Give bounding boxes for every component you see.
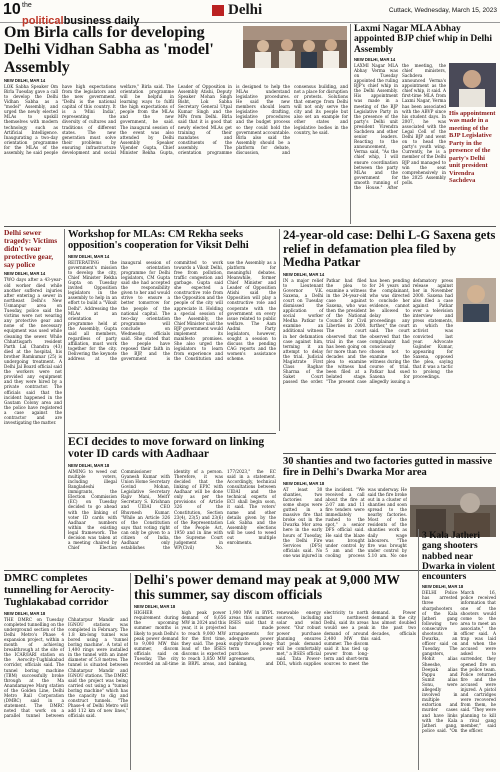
laxmi-pullquote: His appointment was made in a meeting of the BJP Legislative Party in the presence of the party's Delhi unit president Virendra Sachdeva <box>449 109 496 185</box>
lg-headline: 24-year-old case: Delhi L-G Saxena gets relief in defamation plea filed by Medha Patkar <box>283 229 496 269</box>
laxmi-story <box>354 24 496 224</box>
sewer-body: TWO days after a 43-year-old worker died while another suffered injuries after entering a sewer in northeast Delhi's New Usmanpur area on Tuesday, police said the victims were not wearing any protective gear and none of the necessary equipment was used while cleaning the sewer. While Chhattisgarh resident Parth Lal Chandra (43) died at the hospital, his brother Ramkumar (25) is undergoing treatment. A Delhi Jal Board official said the workers were not provided any equipment and they were hired by a private contractor. The officials said that the incident happened in the Gautam Colony area and the police have registered a case against the contractor and are investigating the matter. <box>4 277 62 426</box>
laxmi-body: LAXMI Nagar MLA Abhay Verma was on Tuesday appointed the ruling BJP's chief whip in the Delhi Assembly. His appointment was made in a meeting of the BJP Legislative Party in the presence of the party's Delhi unit president Virendra Sachdeva and other senior leaders. Reacting to the announcement, Verma said, "As the chief whip, I will ensure coordination between the party MLAs and the government for smooth running of the House." After the meeting, the chief ministers, Sachdeva announced Verma's appointment as the chief whip, it said. A first-time MLA from Laxmi Nagar, Verma has been associated with the ABVP since his student days. In 2007, he was associated with the Legal Cell of the Delhi BJP and went on to head the party's youth wing. Currently, he is a member of the Delhi BJP and managed to win the seat comprehensively in the 2025 Assembly polls. <box>354 62 446 190</box>
workshop-body: REITERATING the government's mission to develop the city, Chief Minister Rekha Gupta on Tuesday invited Opposition legislators in the assembly to help in an effort to build a "Viksit Delhi". Addressing the MLAs at an orientation programme held at the Assembly, Gupta said all members, regardless of party affiliation, must work together for the city. Delivering the keynote address at the inaugural session of the orientation programme for Delhi legislators, CM Gupta said she had accepted the responsibility given to her and would strive to ensure a better tomorrow for the people of the national capital. The two-day orientation programme will conclude on Wednesday, officials said. She stated that the people have reposed their faith in the BJP, and the government is committed to work towards a Viksit Delhi, free from pollution, traffic congestion and garbage. Gupta said she expected a constructive role from the Opposition and the people of the city will appreciate it. Holding a special session of the Assembly, the Chief Minister said the BJP government would implement its manifesto promises. She also urged the legislators to learn from experience and the Constitution and use the Assembly as a platform for meaningful debates. Meanwhile, former Chief Minister and Leader of Opposition Atishi said the Opposition will play a constructive role and cooperate with the government on every issue related to public welfare. The Aam Aadmi Party legislators, however, sought a session to discuss the pending CAG reports and the women's assistance scheme. <box>68 259 276 362</box>
fire-photo <box>410 487 496 537</box>
lg-photo <box>456 278 496 322</box>
workshop-headline: Workshop for MLAs: CM Rekha seeks opposition's cooperation for Viksit Delhi <box>68 229 249 252</box>
gang-story <box>422 531 496 770</box>
lg-dateline: NEW DELHI, MAR 14 <box>283 271 325 277</box>
lead-body: LOK Sabha Speaker Om Birla Tuesday gave a call to develop the Delhi Vidhan Sabha as a "model" Assembly, and urged the newly elected MLAs to upskill themselves with modern technology such as Artificial Intelligence. Inaugurating a two-day orientation programme for the MLAs of the assembly, he said people have high expectations from the legislators and the new government. "Delhi is the national capital of this country. It is a 'Mini India', representing the diversity of cultures and traditions of different states. The new generation must solve their problems by ensuring infrastructure development and social welfare," Birla said. The orientation programme will be helpful in learning ways to fulfil the high expectations of people from the MLAs and the new government, he said. The inaugural session of the event was also attended by Delhi Assembly Speaker Vijender Gupta, Chief Minister Rekha Gupta, Leader of Opposition in Assembly Atishi, Deputy Speaker Mohan Singh Bisht, Lok Sabha Secretary General Utpal Kumar Singh and the MPs from Delhi. Birla said that it is good that newly elected MLAs get training of their mandates and constituents of the assembly. The orientation programme is designed to help the MLAs understand legislative procedures. He said the new members should learn legislative drafting, legislative procedures and the budget process so they could hold the government accountable. Birla also said the Assembly should be a platform for debate, discussion, and consensus building, and not a place for disruption or protests. Solutions that emerge from Delhi will not only serve the city and its people but also set an example for other states and legislative bodies in the country, he said. <box>4 83 348 156</box>
eci-headline: ECI decides to move forward on linking voter ID cards with Aadhaar <box>68 436 265 461</box>
power-dateline: NEW DELHI, MAR 18 <box>134 604 176 610</box>
power-story <box>134 573 416 770</box>
dmrc-body: THE DMRC on Tuesday completed tunnelling on the underground section of the Delhi Metro's Phase 4 expansion project, within a month of achieving breakthrough at the site of the ICAR/IARI station on the Aerocity-Tughlakabad corridor, officials said. The tunnel boring machine (TBM) successfully broke through at the Ma Anandamayee Marg station of the Golden Line, Delhi Metro Rail Corporation (DMRC) said in a statement. The DMRC noted that work on a parallel tunnel between Chhatarpur Mandir and IGNOU stations was completed in February. The 1.8 km-long tunnel was bored using a 'tunnel boring machine'. A total of 1,400 rings were installed in the tunnel with an inner diameter of 5.8 metres. The tunnel is situated between Chhatarpur Mandir and IGNOU stations. The DMRC said the project was being carried out using a "tunnel boring machine" which has the capacity to dig and construct tunnels. "The Phase-4 of Delhi Metro will add 112 km of new lines," officials said. <box>4 616 128 719</box>
sewer-dateline: NEW DELHI, MAR 14 <box>4 271 46 277</box>
fire-body: AT least 30 shanties, two factories and some shops were gutted in a massive fire that broke out in the Dwarka Mor area here in the early hours of Tuesday, the Delhi Fire Services (DFS) officials said. No one was injured in the incident. "We received a call about the fire at 2:07 am and 11 fire tenders were immediately rushed to the spot," a senior DFS official said. He said the blaze was brought under control by 5 am and the cooling process was underway. He said the fire broke out in a cluster of shanties and soon spread to the nearby factories. Most of the residents of the shanties work as daily wage labourers. "The fire was brought under control by 5.10 am. No one <box>283 486 407 558</box>
workshop-story <box>68 229 276 431</box>
laxmi-photo <box>449 63 496 107</box>
sewer-headline: Delhi sewer tragedy: Victims didn't wear protective gear, say police <box>4 229 58 270</box>
lead-headline: Om Birla calls for developing Delhi Vidhan Sabha as 'model' Assembly <box>4 24 214 76</box>
fire-dateline: NEW DELHI, MAR 18 <box>283 480 325 486</box>
power-body: HIGHER requirement during the upcoming summer months is likely to push Delhi's peak power demand to 9,000 MW this summer, discom officials said on Tuesday. The city recorded an all-time high peak power demand of 8,656 MW in 2024 and this year, it is projected to reach 9,000 MW for the first time, they said. The peak load of the BSES discoms is expected to reach 3,850 MW in BRPL areas, and 1,900 MW in BYPL areas this summer. BSES said that it has made arrangements for adequate power supply through long-term power purchase agreements, banking, and renewable energy sources, including solar and wind power. "Our robust power purchase planning ensures that peak demand will be comfortably met," a BSES official said. Tata Power-DDL, which supplies electricity to north and northwest Delhi, said its areas would see a peak demand of around 2,400 MW this summer. The discom said it has tied up power from long-term and short-term sources to meet the demand. Power demand in the city has almost doubled in the past two decades, officials said. <box>134 610 416 667</box>
gang-body: DELHI Police has arrested three sharpshooters of the Kala Jatheri gang following two consecutive shootouts in Dwarka, an officer said on Tuesday. The gangsters, Mohit alias Sheeshe, Deepak alias Pappu and Sumit alias Sonu, were allegedly involved in multiple extortion and murder cases and have links with the Kala Jatheri gang, police said. "On March 16, police received information that one of the shooters would come to the area to meet an associate," the officer said. A trap was laid and when the accused were asked to surrender, they opened fire on the police team. Police returned fire and the accused were injured. A pistol and cartridges were recovered from them, he said. "They were planning to kill a rival gang member," said the officer. <box>422 590 496 733</box>
fire-headline: 30 shanties and two factories gutted in massive fire in Delhi's Dwarka Mor area <box>283 456 493 479</box>
eci-body: AIMING to weed out multiple voters, including illegal Bangladeshi immigrants, the Election Commission (EC) on Tuesday decided to go ahead with the linking of voter ID cards with Aadhaar numbers within the existing legal framework. The decision was taken at a meeting chaired by Chief Election Commissioner Gyanesh Kumar with Union Home Secretary Govind Mohan, Legislative Secretary Rajiv Mani, MeitY Secretary S. Krishnan and UIDAI CEO Bhuvnesh Kumar. "While an Article 326 of the Constitution says that voting right can only be given to a citizen of India, Aadhaar only establishes the identity of a person. Therefore, it was decided that the linking of EPIC with Aadhaar will be done only as per the provisions of Article 326 of the Constitution, Section 23(4), 23(5) and 23(6) of the Representation of the People Act, 1950 and in line with the Supreme Court judgement in WP(Civil) No. 177/2023," the EC said in a statement. Accordingly, technical consultations between UIDAI and the technical experts of ECI shall begin soon, it said. The voters' name and other details given by the Lok Sabha and the Assembly elections will be used to weed out multiple enrolments. <box>68 468 276 551</box>
lead-photo <box>243 26 347 68</box>
dmrc-headline: DMRC completes tunnelling for Aerocity-Tughlakabad corridor <box>4 573 115 608</box>
power-headline: Delhi's power demand may peak at 9,000 MW this summer, say discom officials <box>134 573 400 602</box>
eci-dateline: NEW DELHI, MAR 18 <box>68 462 110 468</box>
brand-logo: the politicalbusiness daily <box>22 2 140 27</box>
dmrc-dateline: NEW DELHI, MAR 18 <box>4 610 46 616</box>
workshop-dateline: NEW DELHI, MAR 14 <box>68 253 110 259</box>
laxmi-dateline: NEW DELHI, MAR 14 <box>354 56 396 62</box>
section-title: Delhi <box>212 2 262 19</box>
lg-story <box>283 229 496 451</box>
lead-dateline: NEW DELHI, MAR 14 <box>4 77 46 83</box>
masthead <box>0 0 500 27</box>
page-number: 10 <box>3 1 21 18</box>
lg-body: IN a major relief to Lieutenant Governor V.K. Saxena, a Delhi court on Tuesday dismissed the application of social worker Medha Patkar to examine an additional witness in her defamation case against him, terming it an attempt to delay the trial. Judicial Magistrate First Class Raghav Sharma of the Saket Court passed the order. Patkar had filed the plea to examine a witness in the 24-year-old case against Saxena, who was then the president of the National Council for Civil Liberties in 2000. The court observed that the trial in the case has been going on for more than two decades and the plea to examine the witness had been filed at a belated stage. "The present case has been pending for 24 years and the complainant, who was directed to conclude her evidence, cannot be allowed to delay the proceedings any further," the court said. The court observed that the complainant had consciously chosen not to examine the witness during the course of trial. Patkar had sued Saxena for allegedly issuing a defamatory press release against her in November 2000. Saxena had also filed a case against Patkar over a television interview and press statements, in which the activist was convicted last year. Advocate Gajinder Kumar, appearing for Saxena, opposed the plea, saying that it was a tactic to prolong the proceedings. <box>283 277 453 385</box>
gang-dateline: NEW DELHI, MAR 18 <box>422 584 464 590</box>
sewer-story <box>4 229 62 539</box>
laxmi-headline: Laxmi Nagar MLA Abhay appointed BJP chief whip in Delhi Assembly <box>354 24 493 55</box>
eci-story <box>68 436 276 568</box>
dmrc-story <box>4 573 128 770</box>
gang-headline: 3 Kala Jatheri gang shooters nabbed near Dwarka in violent encounters <box>422 531 495 582</box>
page-dateline: Cuttack, Wednesday, March 15, 2023 <box>388 7 497 14</box>
